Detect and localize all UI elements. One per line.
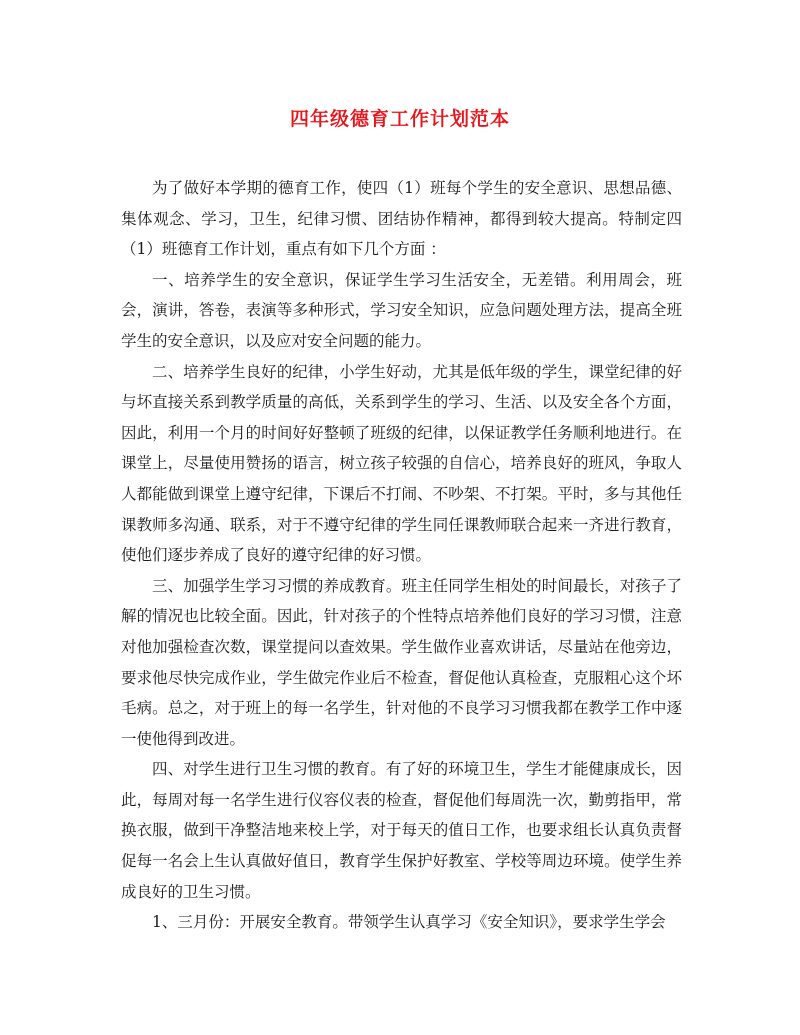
- paragraph-intro: 为了做好本学期的德育工作，使四（1）班每个学生的安全意识、思想品德、集体观念、学习，卫生，纪律习惯、团结协作精神，都得到较大提高。特制定四（1）班德育工作计划，重点有如下几个方面 ：: [121, 179, 682, 259]
- document-title: 四年级德育工作计划范本: [289, 108, 510, 130]
- paragraph-march: 1、三月份：开展安全教育。带领学生认真学习《安全知识》，要求学生学会: [152, 913, 666, 932]
- paragraph-safety: 一、培养学生的安全意识，保证学生学习生活安全，无差错。利用周会，班会，演讲，答卷，表演等多种形式，学习安全知识，应急问题处理方法，提高全班学生的安全意识，以及应对安全问题的能力。: [121, 270, 682, 350]
- document-body: [121, 173, 682, 938]
- paragraph-discipline: 二、培养学生良好的纪律，小学生好动，尤其是低年级的学生，课堂纪律的好与坏直接关系到教学质量的高低，关系到学生的学习、生活、以及安全各个方面，因此，利用一个月的时间好好整顿了班级的纪律，以保证教学任务顺利地进行。在课堂上，尽量使用赞扬的语言，树立孩子较强的自信心，培养良好的班风，争取人人都能做到课堂上遵守纪律，下课后不打闹、不吵架、不打架。平时，多与其他任课教师多沟通、联系，对于不遵守纪律的学生同任课教师联合起来一齐进行教育，使他们逐步养成了良好的遵守纪律的好习惯。: [121, 362, 682, 565]
- paragraph-hygiene: 四、对学生进行卫生习惯的教育。有了好的环境卫生，学生才能健康成长，因此，每周对每一名学生进行仪容仪表的检查，督促他们每周洗一次，勤剪指甲，常换衣服，做到干净整洁地来校上学，对于每天的值日工作，也要求组长认真负责督促每一名会上生认真做好值日，教育学生保护好教室、学校等周边环境。使学生养成良好的卫生习惯。: [121, 760, 682, 901]
- paragraph-study-habits: 三、加强学生学习习惯的养成教育。班主任同学生相处的时间最长，对孩子了解的情况也比较全面。因此，针对孩子的个性特点培养他们良好的学习习惯，注意对他加强检查次数，课堂提问以查效果。学生做作业喜欢讲话，尽量站在他旁边，要求他尽快完成作业，学生做完作业后不检查，督促他认真检查，克服粗心这个坏毛病。总之，对于班上的每一名学生，针对他的不良学习习惯我都在教学工作中逐一使他得到改进。: [121, 576, 682, 748]
